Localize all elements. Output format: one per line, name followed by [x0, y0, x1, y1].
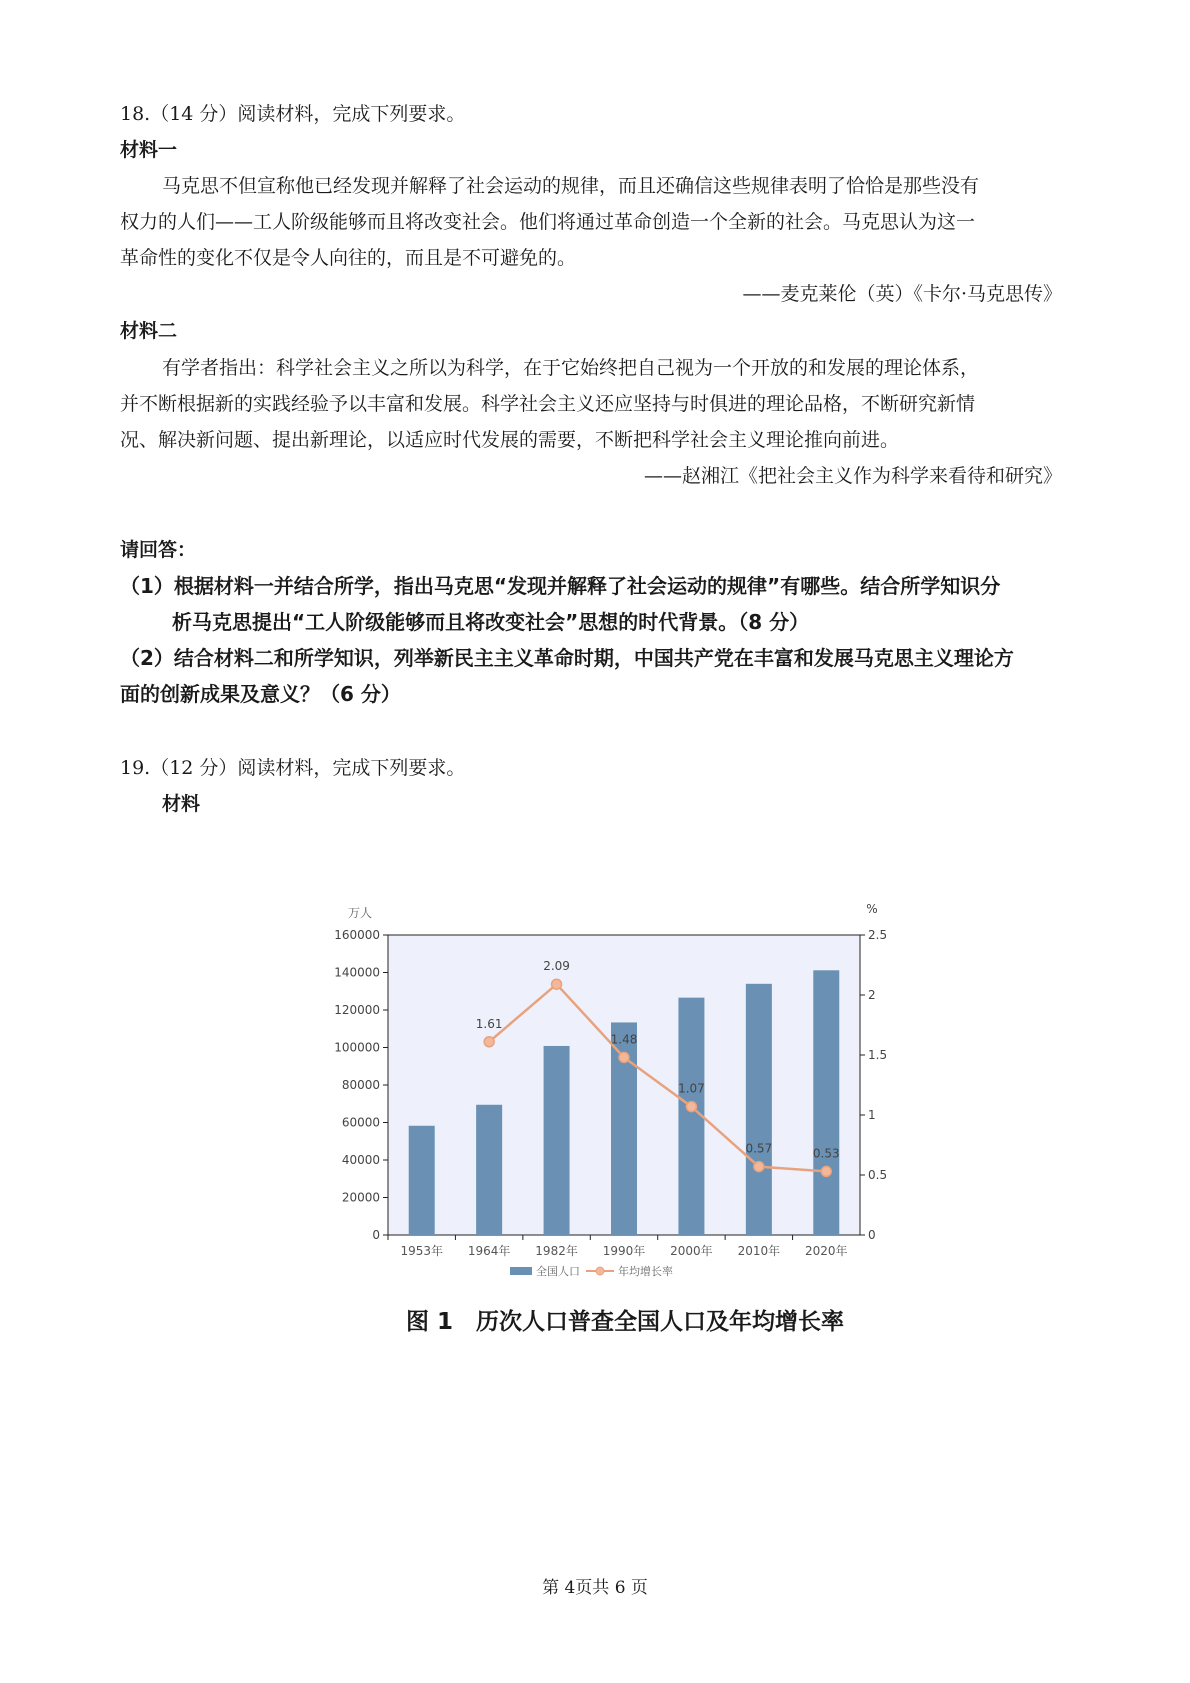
material-1-title: 材料一 — [120, 139, 178, 161]
population-bar — [409, 1126, 435, 1235]
material-1-source: ——麦克莱伦（英）《卡尔·马克思传》 — [742, 283, 1062, 305]
growth-rate-label: 1.07 — [678, 1081, 705, 1096]
population-bar — [476, 1105, 502, 1235]
growth-rate-label: 1.48 — [610, 1032, 638, 1047]
legend-bar-swatch — [510, 1267, 532, 1275]
x-tick-label: 1990年 — [602, 1244, 646, 1258]
page-footer: 第 4页共 6 页 — [542, 1578, 648, 1598]
right-tick-label: 0 — [868, 1228, 876, 1242]
population-chart — [320, 895, 900, 1290]
population-bar — [813, 970, 839, 1235]
right-tick-label: 1 — [868, 1108, 876, 1122]
left-tick-label: 60000 — [341, 1115, 380, 1130]
left-axis-unit: 万人 — [347, 906, 373, 920]
question-1-line: 析马克思提出“工人阶级能够而且将改变社会”思想的时代背景。（8 分） — [172, 610, 810, 634]
growth-rate-label: 0.53 — [812, 1146, 840, 1161]
right-tick-label: 2.5 — [868, 928, 888, 942]
material-title: 材料 — [162, 793, 201, 815]
x-tick-label: 1964年 — [467, 1244, 511, 1258]
growth-rate-label: 2.09 — [543, 959, 570, 974]
material-2-line: 并不断根据新的实践经验予以丰富和发展。科学社会主义还应坚持与时俱进的理论品格，不断研究新情 — [120, 393, 976, 415]
x-tick-label: 1953年 — [400, 1244, 443, 1258]
growth-rate-label: 0.57 — [745, 1141, 773, 1156]
legend-bar-label: 全国人口 — [536, 1265, 580, 1278]
question-2-line: （2）结合材料二和所学知识，列举新民主主义革命时期，中国共产党在丰富和发展马克思主义理论方 — [120, 646, 1014, 670]
right-tick-label: 0.5 — [868, 1168, 888, 1182]
question-2-line: 面的创新成果及意义？（6 分） — [120, 682, 401, 706]
material-2-title: 材料二 — [120, 320, 178, 342]
figure-caption: 图 1 历次人口普查全国人口及年均增长率 — [405, 1309, 844, 1335]
right-axis-unit: % — [866, 902, 878, 916]
left-tick-label: 20000 — [341, 1190, 380, 1205]
left-tick-label: 100000 — [334, 1040, 380, 1055]
q19-heading: 19.（12 分）阅读材料，完成下列要求。 — [120, 757, 466, 779]
material-2-source: ——赵湘江《把社会主义作为科学来看待和研究》 — [643, 465, 1062, 487]
right-tick-label: 2 — [868, 988, 876, 1002]
growth-rate-point — [619, 1052, 629, 1062]
left-tick-label: 120000 — [334, 1003, 380, 1017]
question-1-line: （1）根据材料一并结合所学，指出马克思“发现并解释了社会运动的规律”有哪些。结合所学知识分 — [120, 574, 1001, 598]
left-tick-label: 140000 — [334, 965, 380, 980]
left-tick-label: 40000 — [341, 1153, 380, 1167]
x-tick-label: 2010年 — [737, 1244, 781, 1258]
left-tick-label: 80000 — [341, 1078, 380, 1092]
growth-rate-point — [754, 1162, 764, 1172]
material-1-line: 权力的人们——工人阶级能够而且将改变社会。他们将通过革命创造一个全新的社会。马克思认为这一 — [120, 211, 976, 233]
growth-rate-point — [686, 1102, 696, 1112]
legend-line-label: 年均增长率 — [618, 1265, 673, 1278]
growth-rate-point — [821, 1166, 831, 1176]
material-2-line: 有学者指出：科学社会主义之所以为科学，在于它始终把自己视为一个开放的和发展的理论体系， — [162, 357, 980, 379]
answer-prompt: 请回答： — [120, 539, 197, 561]
growth-rate-point — [484, 1037, 494, 1047]
material-1-line: 革命性的变化不仅是令人向往的，而且是不可避免的。 — [120, 247, 577, 269]
x-tick-label: 1982年 — [535, 1244, 578, 1258]
population-bar — [544, 1046, 570, 1235]
left-tick-label: 160000 — [334, 928, 380, 942]
growth-rate-label: 1.61 — [475, 1016, 503, 1031]
right-tick-label: 1.5 — [868, 1048, 888, 1062]
growth-rate-point — [552, 979, 562, 989]
legend-line-marker — [596, 1267, 604, 1275]
material-1-line: 马克思不但宣称他已经发现并解释了社会运动的规律，而且还确信这些规律表明了恰恰是那些没有 — [162, 175, 980, 197]
x-tick-label: 2020年 — [805, 1244, 848, 1258]
material-2-line: 况、解决新问题、提出新理论，以适应时代发展的需要，不断把科学社会主义理论推向前进。 — [120, 429, 900, 451]
left-tick-label: 0 — [372, 1228, 380, 1242]
population-bar — [746, 984, 772, 1235]
q18-heading: 18.（14 分）阅读材料，完成下列要求。 — [120, 103, 466, 125]
x-tick-label: 2000年 — [670, 1244, 713, 1258]
